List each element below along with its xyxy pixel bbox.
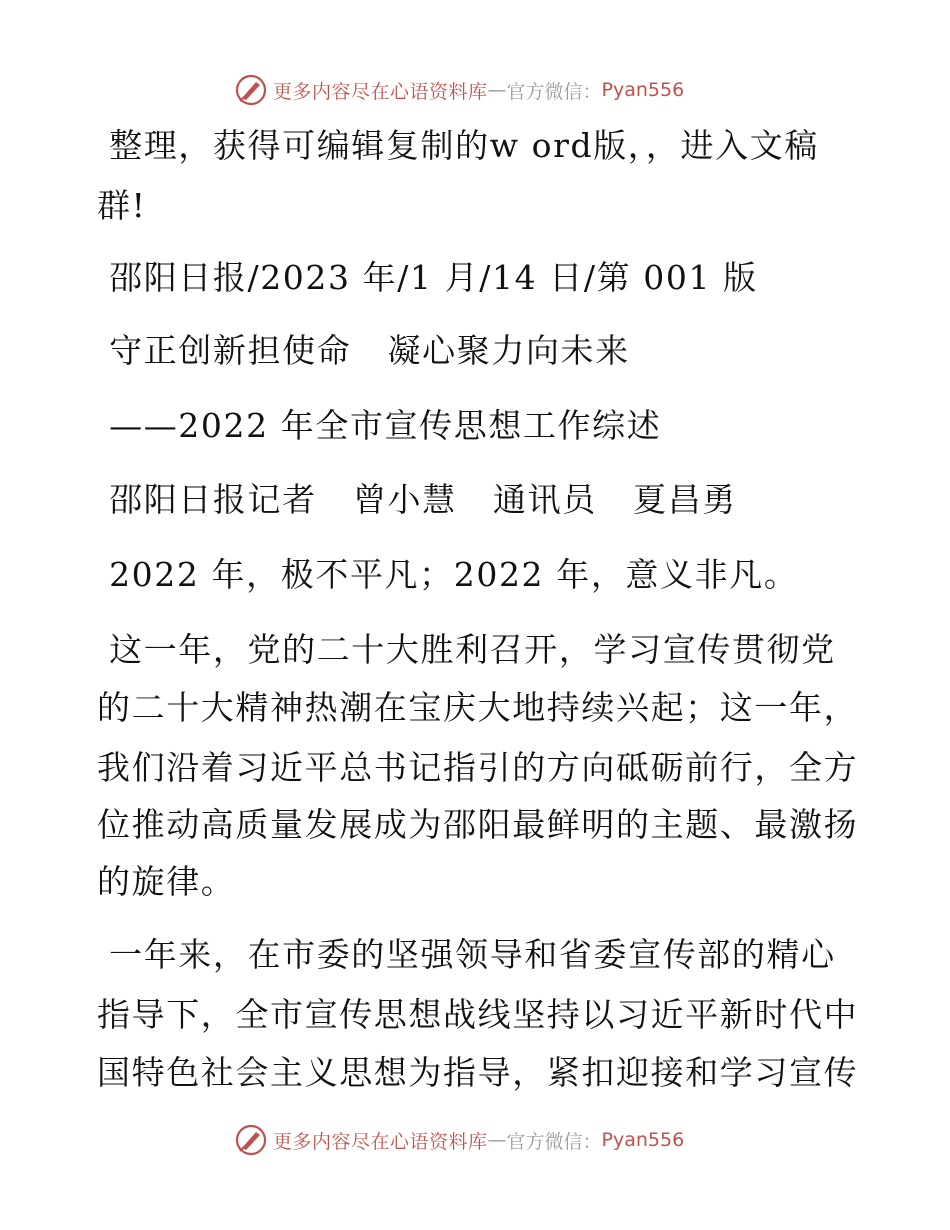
publication-info: 邵阳日报/2023 年/1 月/14 日/第 001 版 bbox=[97, 258, 758, 297]
quill-logo-icon bbox=[234, 73, 268, 107]
article-subtitle: ——2022 年全市宣传思想工作综述 bbox=[97, 406, 662, 445]
paragraph-3-line-3: 国特色社会主义思想为指导，紧扣迎接和学习宣传 bbox=[97, 1053, 859, 1092]
watermark-org: 官方微信： bbox=[506, 80, 602, 103]
text-line-2: 群! bbox=[97, 186, 147, 225]
article-title: 守正创新担使命 凝心聚力向未来 bbox=[97, 331, 630, 370]
paragraph-3-line-2: 指导下，全市宣传思想战线坚持以习近平新时代中 bbox=[97, 995, 859, 1034]
watermark-separator: — bbox=[487, 79, 507, 101]
watermark-wechat-id: Pyan556 bbox=[601, 79, 685, 101]
watermark-wechat-id: Pyan556 bbox=[601, 1129, 685, 1151]
paragraph-1: 2022 年，极不平凡；2022 年，意义非凡。 bbox=[97, 555, 799, 594]
quill-logo-icon bbox=[234, 1123, 268, 1157]
watermark-separator: — bbox=[487, 1129, 507, 1151]
paragraph-3-line-1: 一年来，在市委的坚强领导和省委宣传部的精心 bbox=[97, 935, 836, 974]
watermark-text: 更多内容尽在心语资料库 bbox=[273, 1130, 488, 1153]
paragraph-2-line-5: 的旋律。 bbox=[97, 862, 236, 901]
paragraph-2-line-4: 位推动高质量发展成为邵阳最鲜明的主题、最激扬 bbox=[97, 805, 859, 844]
article-byline: 邵阳日报记者 曾小慧 通讯员 夏昌勇 bbox=[97, 480, 737, 519]
footer-watermark bbox=[234, 1122, 684, 1158]
text-line-1: 整理，获得可编辑复制的w ord版，，进入文稿 bbox=[97, 126, 819, 165]
header-watermark bbox=[234, 72, 684, 108]
paragraph-2-line-3: 我们沿着习近平总书记指引的方向砥砺前行，全方 bbox=[97, 748, 859, 787]
paragraph-2-line-1: 这一年，党的二十大胜利召开，学习宣传贯彻党 bbox=[97, 630, 836, 669]
paragraph-2-line-2: 的二十大精神热潮在宝庆大地持续兴起；这一年， bbox=[97, 688, 859, 727]
watermark-text: 更多内容尽在心语资料库 bbox=[273, 80, 488, 103]
watermark-org: 官方微信： bbox=[506, 1130, 602, 1153]
